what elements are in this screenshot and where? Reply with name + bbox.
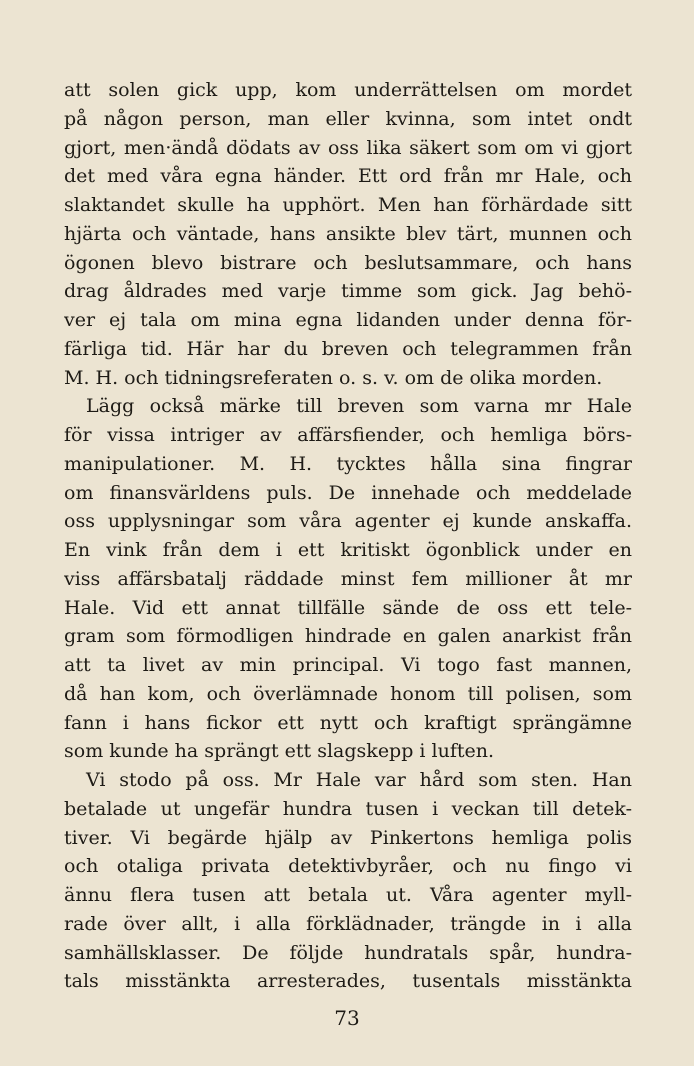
text-line: tiver. Vi begärde hjälp av Pinkertons hemliga polis xyxy=(64,826,632,849)
text-line: som kunde ha sprängt ett slagskepp i luften. xyxy=(64,740,495,763)
text-line: att solen gick upp, kom underrättelsen om mordet xyxy=(64,79,632,101)
text-line: det med våra egna händer. Ett ord från mr Hale, och xyxy=(64,165,632,188)
page-number: 73 xyxy=(334,1006,360,1030)
text-line: En vink från dem i ett kritiskt ögonblick under en xyxy=(64,539,632,561)
body-text xyxy=(64,76,632,996)
text-line: ver ej tala om mina egna lidanden under denna för- xyxy=(64,309,632,331)
text-line: på någon person, man eller kvinna, som intet ondt xyxy=(64,107,632,130)
text-line: hjärta och väntade, hans ansikte blev tärt, munnen och xyxy=(64,222,632,245)
text-line: att ta livet av min principal. Vi togo fast mannen, xyxy=(64,654,632,676)
text-line: manipulationer. M. H. tycktes hålla sina fingrar xyxy=(64,452,632,475)
text-line: för vissa intriger av affärsfiender, och hemliga börs- xyxy=(64,424,632,446)
text-line: om finansvärldens puls. De innehade och meddelade xyxy=(64,481,632,504)
text-line: drag åldrades med varje timme som gick. Jag behö- xyxy=(64,280,632,303)
text-line: gjort, men·ändå dödats av oss lika säkert som om vi gjort xyxy=(64,136,632,159)
text-line: färliga tid. Här har du breven och telegrammen från xyxy=(64,337,632,360)
text-line: då han kom, och överlämnade honom till polisen, som xyxy=(64,682,632,705)
text-line: slaktandet skulle ha upphört. Men han förhärdade sitt xyxy=(64,194,632,216)
text-line: Vi stodo på oss. Mr Hale var hård som sten. Han xyxy=(86,769,632,791)
text-line: ännu flera tusen att betala ut. Våra agenter myll- xyxy=(64,884,632,906)
text-line: fann i hans fickor ett nytt och kraftigt sprängämne xyxy=(64,711,632,734)
text-line: tals misstänkta arresterades, tusentals misstänkta xyxy=(64,970,632,993)
text-line: M. H. och tidningsreferaten o. s. v. om de olika morden. xyxy=(64,366,603,389)
text-line: och otaliga privata detektivbyråer, och nu fingo vi xyxy=(64,855,632,878)
text-line: betalade ut ungefär hundra tusen i veckan till detek- xyxy=(64,797,632,820)
text-line: Lägg också märke till breven som varna mr Hale xyxy=(86,395,632,418)
text-line: ögonen blevo bistrare och beslutsammare, och hans xyxy=(64,251,632,274)
text-line: oss upplysningar som våra agenter ej kunde anskaffa. xyxy=(64,510,632,533)
text-line: samhällsklasser. De följde hundratals spår, hundra- xyxy=(64,941,632,964)
text-line: viss affärsbatalj räddade minst fem millioner åt mr xyxy=(64,567,632,590)
text-line: Hale. Vid ett annat tillfälle sände de oss ett tele- xyxy=(64,596,632,619)
text-line: rade över allt, i alla förklädnader, trängde in i alla xyxy=(64,912,632,935)
text-line: gram som förmodligen hindrade en galen anarkist från xyxy=(64,625,632,648)
